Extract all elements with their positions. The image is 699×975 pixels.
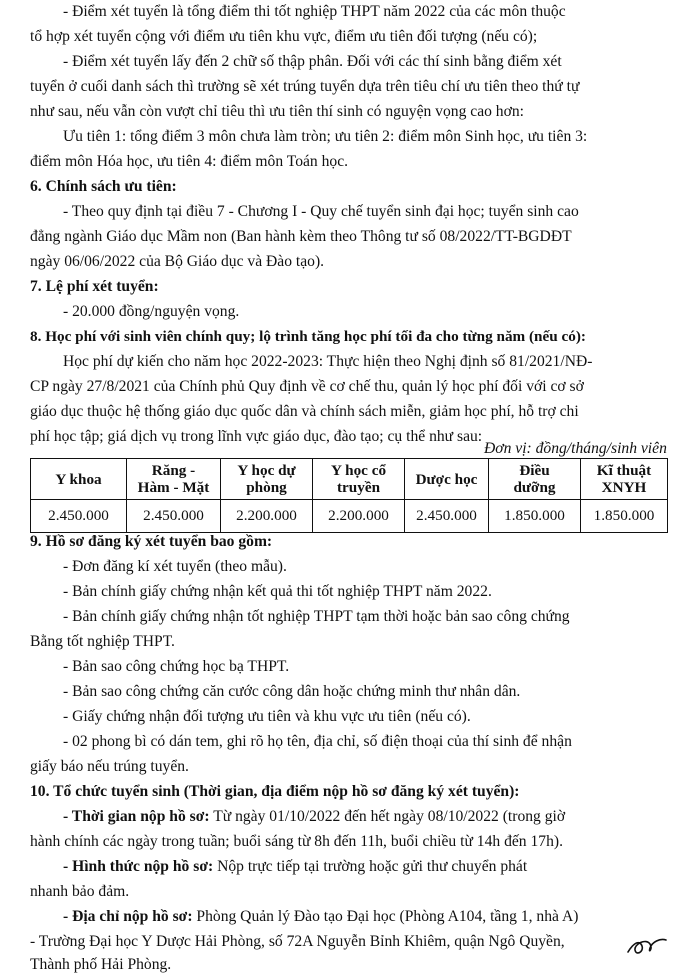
text-line: - Đơn đăng kí xét tuyển (theo mẫu). (63, 558, 287, 575)
text-line: đẳng ngành Giáo dục Mầm non (Ban hành kèm theo Thông tư số 08/2022/TT-BGDĐT (30, 228, 572, 245)
table-cell: 2.450.000 (31, 500, 127, 533)
text-line: nhanh bảo đảm. (30, 883, 130, 900)
text-line: Bằng tốt nghiệp THPT. (30, 633, 175, 650)
table-cell: 1.850.000 (581, 500, 668, 533)
table-cell: 2.200.000 (313, 500, 405, 533)
text-line (63, 857, 527, 877)
field-label: - Hình thức nộp hồ sơ: (63, 858, 214, 875)
field-label: - Thời gian nộp hồ sơ: (63, 808, 210, 825)
text-line: điểm môn Hóa học, ưu tiên 4: điểm môn Toán học. (30, 153, 349, 170)
text-line: như sau, nếu vẫn còn vượt chỉ tiêu thì ưu tiên thí sinh có nguyện vọng cao hơn: (30, 103, 524, 120)
section-heading: 6. Chính sách ưu tiên: (30, 178, 177, 195)
section-heading: 9. Hồ sơ đăng ký xét tuyển bao gồm: (30, 533, 273, 550)
text-line: - Bản chính giấy chứng nhận kết quả thi tốt nghiệp THPT năm 2022. (63, 583, 492, 600)
text-line: - 02 phong bì có dán tem, ghi rõ họ tên, địa chỉ, số điện thoại của thí sinh để nhận (63, 733, 572, 750)
text-line: - Theo quy định tại điều 7 - Chương I - Quy chế tuyển sinh đại học; tuyển sinh cao (63, 203, 579, 220)
table-row (31, 500, 668, 533)
text-line (63, 807, 565, 827)
text-line: - Giấy chứng nhận đối tượng ưu tiên và khu vực ưu tiên (nếu có). (63, 708, 471, 725)
text-line: ngày 06/06/2022 của Bộ Giáo dục và Đào tạo). (30, 253, 325, 270)
tuition-table (30, 458, 668, 533)
column-header: Răng - Hàm - Mặt (127, 459, 221, 500)
table-cell: 2.200.000 (221, 500, 313, 533)
column-header: Y học dự phòng (221, 459, 313, 500)
table-cell: 2.450.000 (405, 500, 489, 533)
column-header: Dược học (405, 459, 489, 500)
text-line: - Điểm xét tuyển lấy đến 2 chữ số thập phân. Đối với các thí sinh bằng điểm xét (63, 53, 562, 70)
table-cell: 1.850.000 (489, 500, 581, 533)
column-header: Kĩ thuật XNYH (581, 459, 668, 500)
text-line (63, 907, 578, 927)
field-text: Nộp trực tiếp tại trường hoặc gửi thư chuyển phát (217, 858, 528, 875)
column-header: Y khoa (31, 459, 127, 500)
text-line: - Bản chính giấy chứng nhận tốt nghiệp THPT tạm thời hoặc bản sao công chứng (63, 608, 570, 625)
unit-note: Đơn vị: đồng/tháng/sinh viên (484, 440, 667, 457)
text-line: tổ hợp xét tuyển cộng với điểm ưu tiên khu vực, điểm ưu tiên đối tượng (nếu có); (30, 28, 538, 45)
table-cell: 2.450.000 (127, 500, 221, 533)
section-heading: 10. Tổ chức tuyển sinh (Thời gian, địa điểm nộp hồ sơ đăng ký xét tuyển): (30, 783, 520, 800)
text-line: - Trường Đại học Y Dược Hải Phòng, số 72A Nguyễn Bỉnh Khiêm, quận Ngô Quyền, (30, 933, 565, 950)
text-line: - 20.000 đồng/nguyện vọng. (63, 303, 240, 320)
text-line: phí học tập; giá dịch vụ trong lĩnh vực giáo dục, đào tạo; cụ thể như sau: (30, 428, 483, 445)
text-line: - Bản sao công chứng học bạ THPT. (63, 658, 290, 675)
section-heading: 8. Học phí với sinh viên chính quy; lộ trình tăng học phí tối đa cho từng năm (nếu có): (30, 328, 586, 345)
text-line: tuyển ở cuối danh sách thì trường sẽ xét trúng tuyển dựa trên tiêu chí ưu tiên theo thứ tự (30, 78, 580, 95)
column-header: Điều dưỡng (489, 459, 581, 500)
text-line: giấy báo nếu trúng tuyển. (30, 758, 189, 775)
field-text: Từ ngày 01/10/2022 đến hết ngày 08/10/2022 (trong giờ (213, 808, 566, 825)
text-line: giáo dục thuộc hệ thống giáo dục quốc dân và chính sách miễn, giảm học phí, hỗ trợ chi (30, 403, 579, 420)
text-line: CP ngày 27/8/2021 của Chính phủ Quy định về cơ chế thu, quản lý học phí đối với cơ sở (30, 378, 584, 395)
text-line: Ưu tiên 1: tổng điểm 3 môn chưa làm tròn; ưu tiên 2: điểm môn Sinh học, ưu tiên 3: (63, 128, 588, 145)
text-line: - Điểm xét tuyển là tổng điểm thi tốt nghiệp THPT năm 2022 của các môn thuộc (63, 3, 566, 20)
initials-mark (626, 932, 670, 958)
text-line: Học phí dự kiến cho năm học 2022-2023: Thực hiện theo Nghị định số 81/2021/NĐ- (63, 353, 593, 370)
table-header-row (31, 459, 668, 500)
text-line: - Bản sao công chứng căn cước công dân hoặc chứng minh thư nhân dân. (63, 683, 521, 700)
text-line: hành chính các ngày trong tuần; buổi sáng từ 8h đến 11h, buổi chiều từ 14h đến 17h). (30, 833, 563, 850)
text-line: Thành phố Hải Phòng. (30, 956, 172, 973)
field-label: - Địa chỉ nộp hồ sơ: (63, 908, 193, 925)
section-heading: 7. Lệ phí xét tuyển: (30, 278, 159, 295)
field-text: Phòng Quản lý Đào tạo Đại học (Phòng A104, tầng 1, nhà A) (196, 908, 579, 925)
column-header: Y học cổ truyền (313, 459, 405, 500)
